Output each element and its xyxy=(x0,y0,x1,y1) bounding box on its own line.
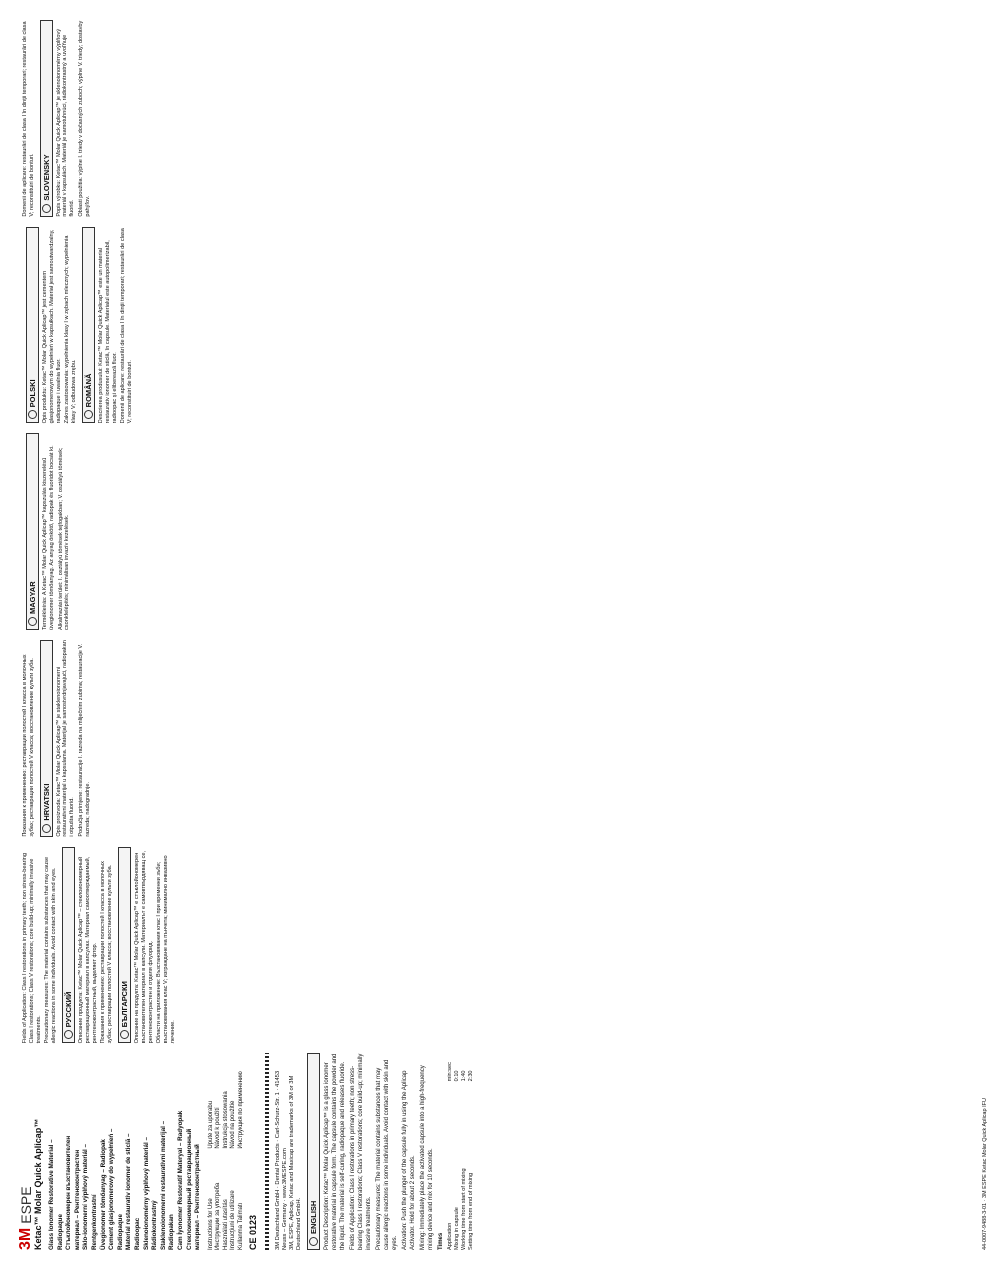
globe-icon xyxy=(120,1030,129,1039)
times-label: Setting time from end of mixing xyxy=(467,1172,474,1250)
en-precautions-repeat: Precautionary measures: The material contains substances that may cause allergic reactions in some individuals. Avoid contact with skin and eyes. xyxy=(44,856,58,1044)
product-title-line: Cam İyonomer Restoratif Materyal – Radyopak xyxy=(176,1110,184,1250)
globe-icon xyxy=(84,410,93,419)
column-3 xyxy=(22,640,972,837)
hr-text: Područja primjene: restauracije I. razreda na mliječnim zubima; restauracije V. razreda; nadogradnje. xyxy=(77,643,91,837)
times-value: 0:10 xyxy=(453,1070,460,1082)
barcode xyxy=(265,1053,269,1250)
product-title-line: материал – Рентгеноконтрастный xyxy=(194,1144,202,1250)
column-layout xyxy=(17,20,972,1250)
lang-heading-pl xyxy=(26,227,39,424)
column-4 xyxy=(22,433,972,630)
lang-heading-label: ENGLISH xyxy=(309,1200,319,1234)
product-title-line: Rentgenkontrastní xyxy=(90,1194,98,1250)
product-title-line: Üvegionomer tömőanyag – Radiopak xyxy=(99,1139,107,1250)
product-title-line: Cement glasjonomerowy do wypełnień – xyxy=(108,1128,116,1250)
times-label: Working time from start of mixing xyxy=(460,1168,467,1250)
product-title-line: Glass Ionomer Restorative Material – xyxy=(48,1139,55,1250)
globe-icon xyxy=(28,410,37,419)
lang-heading-label: БЪЛГАРСКИ xyxy=(119,981,129,1028)
globe-icon xyxy=(42,824,51,833)
column-6 xyxy=(22,20,972,217)
ro-text-cont: Domenii de aplicare: restaurări de clasa I în dinţii temporari; restaurări de clasa V; reconstituiri de bonturi. xyxy=(22,21,35,217)
ce-mark: CE 0123 xyxy=(248,1214,259,1250)
globe-icon xyxy=(42,204,51,213)
ro-text: Domenii de aplicare: restaurări de clasa I în dinţii temporari; restaurări de clasa V; reconstituiri de bonturi. xyxy=(120,228,134,424)
cover-column xyxy=(17,1053,972,1250)
globe-icon xyxy=(28,617,37,626)
en-indications-repeat: Fields of Application: Class I restorations in primary teeth; non stress-bearing Class I restorations; Class V restorations; core build-up; minimally invasive treatments. xyxy=(22,853,42,1044)
globe-icon xyxy=(309,1237,318,1246)
product-titles xyxy=(48,1053,202,1250)
ru-intro: Описание продукта: Ketac™ Molar Quick Aplicap™ – стеклоиономерный реставрационный материал в капсулах. Материал самоотверждаемый, рентгеноконтрастный, выделяет фтор. xyxy=(77,856,98,1044)
ifu-label: Instructions for Use xyxy=(207,1198,214,1250)
lang-heading-label: POLSKI xyxy=(28,379,37,408)
en-activation: Activation: Push the plunger of the capsule fully in using the Aplicap Activator. Hold for about 2 seconds. xyxy=(402,1070,417,1250)
product-title-line: Material restaurativ ionomer de sticlă – xyxy=(125,1133,133,1250)
lang-heading-label: ROMÂNĂ xyxy=(83,373,93,408)
lang-heading-hu xyxy=(26,433,39,630)
ifu-label: Kullanma Talimatı xyxy=(237,1202,244,1250)
trademarks: 3M, ESPE, Aplicap, Ketac and Maxicap are trademarks of 3M or 3M Deutschland GmbH. xyxy=(289,1075,303,1250)
product-title-line: Sklenoionomérny výplňový materiál – xyxy=(142,1136,150,1250)
lang-heading-sk xyxy=(40,20,53,217)
column-2 xyxy=(22,847,972,1044)
times-value: 1:40 xyxy=(460,1070,467,1082)
footer-code: 44-0007-9488-3-01 · 3M ESPE Ketac Molar Quick Aplicap IFU xyxy=(982,1098,988,1250)
ifu-label: Instrukcja stosowania xyxy=(222,1091,229,1149)
ifu-label: Használati utasítás xyxy=(222,1199,229,1250)
ifu-label: Upute za uporabu xyxy=(207,1100,214,1149)
en-indications: Fields of Application: Class I restorations in primary teeth; non stress-bearing Class I restorations; Class V restorations; core build-up; minimally invasive treatments. xyxy=(350,1053,373,1250)
globe-icon xyxy=(64,1030,73,1039)
sk-intro: Popis výrobku: Ketac™ Molar Quick Aplicap™ je sklenoionomérny výplňový materiál v kapsulách. Materiál je samotuhnúci, rádiokontrastný a uvoľňuje fluorid. xyxy=(55,28,76,217)
times-table xyxy=(447,1053,474,1250)
product-title-line: Стеклоиономерный реставрационный xyxy=(185,1128,193,1250)
ifu-label: Návod k použití xyxy=(215,1107,222,1149)
bg-text: Области на приложение: Възстановявания клас I при временни зъби; възстановявания клас V; изграждане на пънчета; минимално инвазивно лечение. xyxy=(156,855,176,1044)
en-intro: Product Description: Ketac™ Molar Quick Aplicap™ is a glass ionomer restorative material in capsule form. The capsule contains the powder and the liquid. The material is self-curing, radiopaque and releases fluoride. xyxy=(324,1053,347,1250)
lang-heading-label: MAGYAR xyxy=(28,581,37,614)
ifu-label: Instrucţiuni de utilizare xyxy=(230,1190,237,1250)
ifu-languages xyxy=(208,1053,246,1250)
ru-text: Показания к применению: реставрации полостей I класса в молочных зубах; реставрации полостей V класса; восстановление культи зуба. xyxy=(100,861,114,1044)
product-title-line: Radiopaque xyxy=(56,1213,64,1250)
times-label: Mixing in capsule xyxy=(453,1207,460,1250)
product-title-line: Стъклойономерен възстановителен xyxy=(65,1135,73,1250)
lang-heading-bg xyxy=(118,847,131,1044)
hr-intro: Opis proizvoda: Ketac™ Molar Quick Aplicap™ je staklenoionomerni restaurativni materijal u kapsulama. Materijal je samostvrdnjavajući, radiopakan i otpušta fluorid. xyxy=(55,640,76,837)
ru-text-cont: Показания к применению: реставрации полостей I класса в молочных зубах; реставрации полостей V класса; восстановление культи зуба. xyxy=(22,654,35,837)
column-5 xyxy=(22,227,972,424)
brand-name: ESPE xyxy=(18,1186,34,1224)
pl-text: Zakres zastosowania: wypełnienia klasy I w zębach mlecznych; wypełnienia klasy V; odbudowa zrębu. xyxy=(64,235,78,424)
en-times-title: Times xyxy=(438,1232,445,1250)
lang-heading-label: SLOVENSKY xyxy=(41,154,51,201)
pl-intro: Opis produktu: Ketac™ Molar Quick Aplicap™ jest cementem glasjonomerowym do wypełnień w kapsułkach. Materiał jest samoutwardzalny, radiopaque i uwalnia fluor. xyxy=(42,229,62,424)
ro-intro: Descrierea produsului: Ketac™ Molar Quick Aplicap™ este un material restaurativ ionomer de sticlă, în capsule. Materialul este autopolimerizabil, radioopac şi eliberează fluor. xyxy=(97,240,118,424)
ifu-label: Návod na použitie xyxy=(230,1100,237,1149)
en-mixing: Mixing: Immediately place the activated capsule into a high-frequency mixing device and mix for 10 seconds. xyxy=(420,1065,435,1250)
product-title-line: Radioopac xyxy=(133,1217,141,1250)
sk-text: Oblasti použitia: výplne I. triedy v dočasných zuboch; výplne V. triedy; dostavby pahýľov. xyxy=(77,20,91,217)
manufacturer: 3M Deutschland GmbH · Dental Products · Carl-Schurz-Str. 1 · 41453 Neuss – Germany · www.3MESPE.com xyxy=(275,1070,289,1250)
brand-logo: 3M xyxy=(17,1227,34,1250)
ifu-label: Инструкции за употреба xyxy=(215,1182,222,1250)
hu-text: Alkalmazási terület: I. osztályú tömések tejfogakban; V. osztályú tömések; csonkfelépítés; minimálisan invazív kezelések. xyxy=(57,447,71,630)
times-value: min:sec xyxy=(447,1062,454,1082)
lang-heading-label: HRVATSKI xyxy=(41,783,51,821)
bg-intro: Описание на продукта: Ketac™ Molar Quick Aplicap™ е стъклойономерен възстановителен материал в капсули. Материалът е самовтвърдяващ се, рентгеноконтрастен и отделя флуорид. xyxy=(133,850,154,1044)
product-title: Ketac™ Molar Quick Aplicap™ xyxy=(33,1118,43,1250)
lang-heading-label: РУССКИЙ xyxy=(63,991,73,1028)
product-title-line: Sklo-ionomerní výplňový materiál – xyxy=(82,1143,90,1250)
product-title-line: Staklenoionomerni restaurativni materijal – xyxy=(159,1120,167,1250)
lang-heading-en xyxy=(307,1053,320,1250)
product-title-line: Radiopakan xyxy=(168,1214,176,1250)
lang-heading-hr xyxy=(40,640,53,837)
product-title-line: Radiopaque xyxy=(116,1213,124,1250)
lang-heading-ru xyxy=(62,847,75,1044)
brand xyxy=(17,1053,34,1250)
product-title-line: Rádiokontrastný xyxy=(151,1200,159,1250)
lang-heading-ro xyxy=(82,227,95,424)
product-title-line: материал – Рентгеноконтрастен xyxy=(73,1149,81,1250)
en-precautions: Precautionary measures: The material contains substances that may cause allergic reactions in some individuals. Avoid contact with skin and eyes. xyxy=(376,1059,399,1250)
hu-intro: Termékleírás: A Ketac™ Molar Quick Aplicap™ kapszulás kiszerelésű üvegionomer tömőanyag. Az anyag önkötő, radiopak és fluoridot bocsát ki. xyxy=(42,445,55,630)
times-label: Application xyxy=(447,1222,454,1250)
ifu-label: Инструкция по применению xyxy=(237,1071,244,1149)
times-value: 2:30 xyxy=(467,1070,474,1082)
